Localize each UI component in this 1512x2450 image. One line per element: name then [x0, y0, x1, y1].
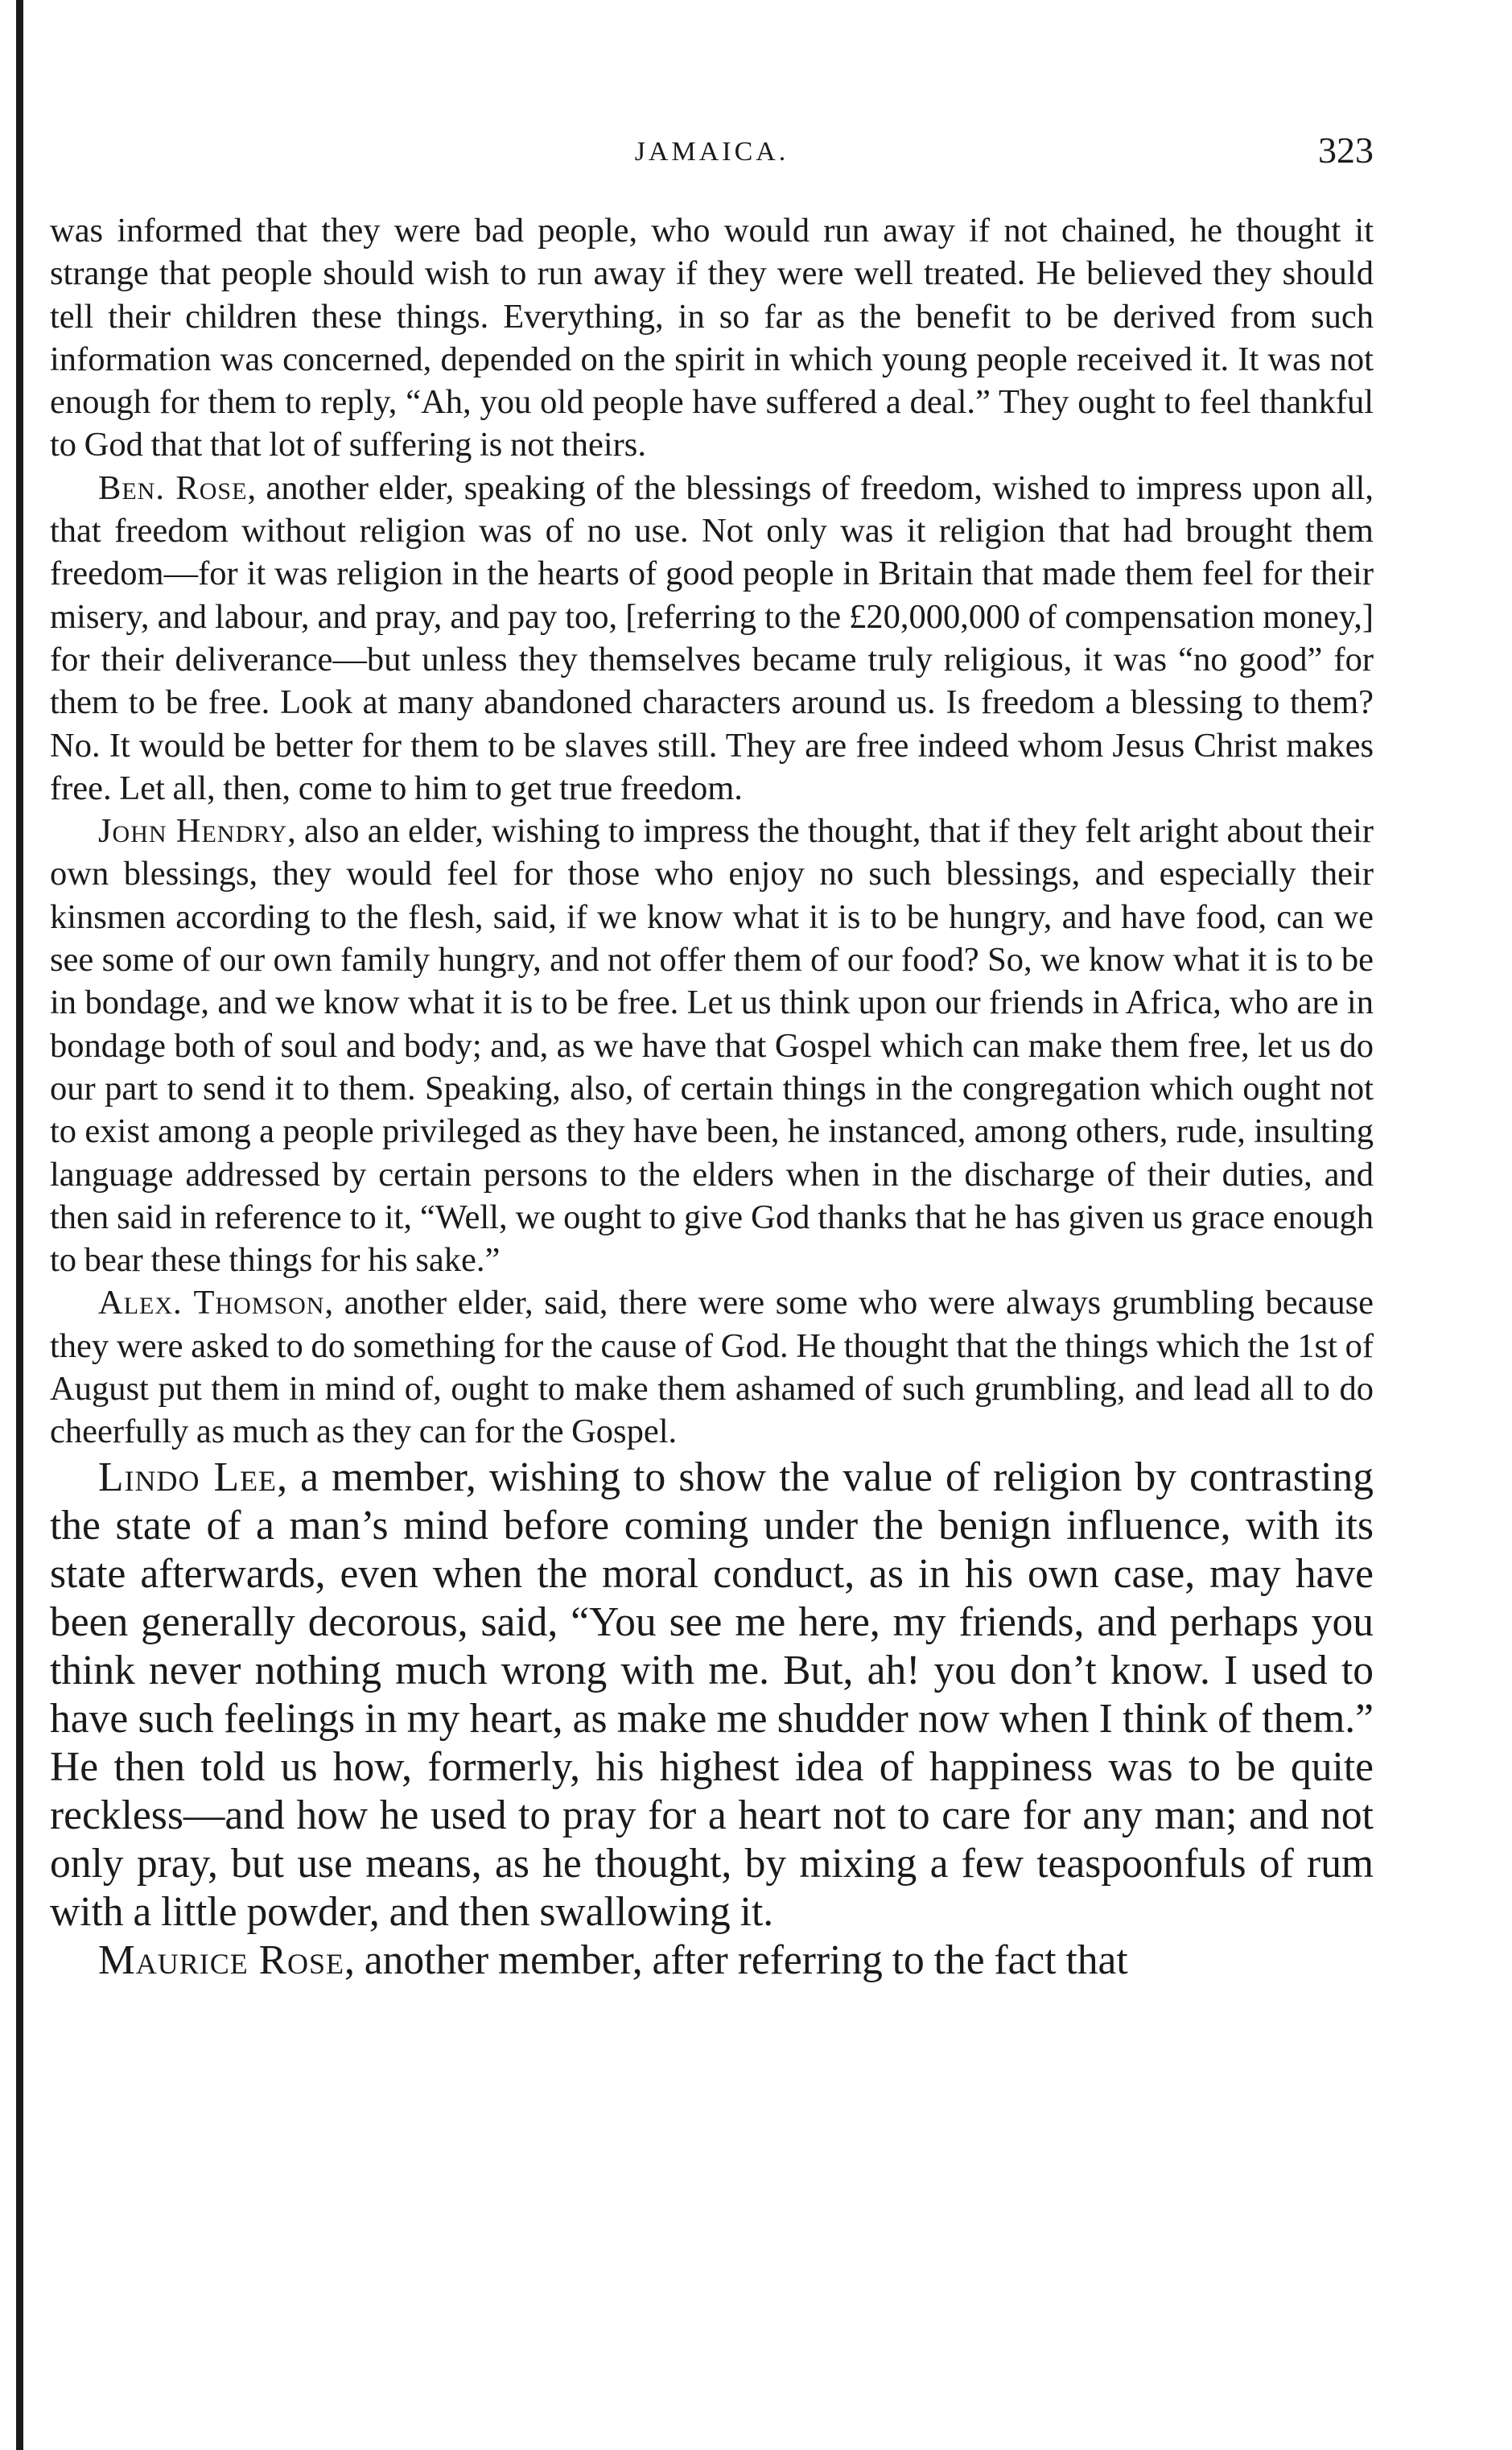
speaker-name: Ben. Rose [98, 468, 248, 507]
speaker-name: Lindo Lee [98, 1454, 278, 1500]
paragraph-text: , another elder, said, there were some who were always grumbling because they were asked to do something for the cause of God. He thought that the things which the 1st of August put them in mind of, ought to make them ashamed of such grumbling, and lead all to do cheerfully as much as they can for the Gospel. [50, 1284, 1374, 1451]
running-head [50, 129, 1374, 177]
speaker-name: Maurice Rose [98, 1936, 345, 1983]
body-text [50, 209, 1374, 1985]
speaker-name: Alex. Thomson [98, 1284, 325, 1322]
paragraph-alex-thomson [50, 1281, 1374, 1453]
paragraph-ben-rose [50, 467, 1374, 810]
paragraph-john-hendry [50, 810, 1374, 1281]
paragraph-text: , a member, wishing to show the value of religion by contrasting the state of a man’s mind before coming under the benign influence, with its state afterwards, even when the moral conduct, as in his own case, may have been generally decorous, said, “You see me here, my friends, and perhaps you think never nothing much wrong with me. But, ah! you don’t know. I used to have such feelings in my heart, as make me shudder now when I think of them.” He then told us how, formerly, his highest idea of happiness was to be quite reckless—and how he used to pray for a heart not to care for any man; and not only pray, but use means, as he thought, by mixing a few teaspoonfuls of rum with a little powder, and then swallowing it. [50, 1454, 1374, 1935]
running-title: JAMAICA. [634, 137, 789, 167]
binding-edge-rule [16, 0, 23, 2450]
paragraph-maurice-rose [50, 1936, 1374, 1985]
paragraph-text: , another member, after referring to the fact that [344, 1936, 1128, 1983]
paragraph-text: was informed that they were bad people, who would run away if not chained, he thought it strange that people should wish to run away if they were well treated. He believed they should tell their children these things. Everything, in so far as the benefit to be derived from such information was concerned, depended on the spirit in which young people received it. It was not enough for them to reply, “Ah, you old people have suffered a deal.” They ought to feel thankful to God that that lot of suffering is not theirs. [50, 212, 1374, 464]
paragraph-text: , another elder, speaking of the blessings of freedom, wished to impress upon all, that freedom without religion was of no use. Not only was it religion that had brought them freedom—for it was religion in the hearts of good people in Britain that made them feel for their misery, and labour, and pray, and pay too, [referring to the £20,000,000 of compensation money,] for their deliverance—but unless they themselves became truly religious, it was “no good” for them to be free. Look at many abandoned characters around us. Is freedom a blessing to them? No. It would be better for them to be slaves still. They are free indeed whom Jesus Christ makes free. Let all, then, come to him to get true freedom. [50, 468, 1374, 807]
page-number: 323 [1318, 130, 1374, 171]
speaker-name: John Hendry [98, 812, 288, 851]
paragraph-lindo-lee [50, 1454, 1374, 1936]
book-page [50, 129, 1374, 1985]
paragraph-continuation [50, 209, 1374, 467]
paragraph-text: , also an elder, wishing to impress the thought, that if they felt aright about their own blessings, they would feel for those who enjoy no such blessings, and especially their kinsmen according to the flesh, said, if we know what it is to be hungry, and have food, can we see some of our own family hungry, and not offer them of our food? So, we know what it is to be in bondage, and we know what it is to be free. Let us think upon our friends in Africa, who are in bondage both of soul and body; and, as we have that Gospel which can make them free, let us do our part to send it to them. Speaking, also, of certain things in the congregation which ought not to exist among a people privileged as they have been, he instanced, among others, rude, insulting language addressed by certain persons to the elders when in the discharge of their duties, and then said in reference to it, “Well, we ought to give God thanks that he has given us grace enough to bear these things for his sake.” [50, 812, 1374, 1280]
